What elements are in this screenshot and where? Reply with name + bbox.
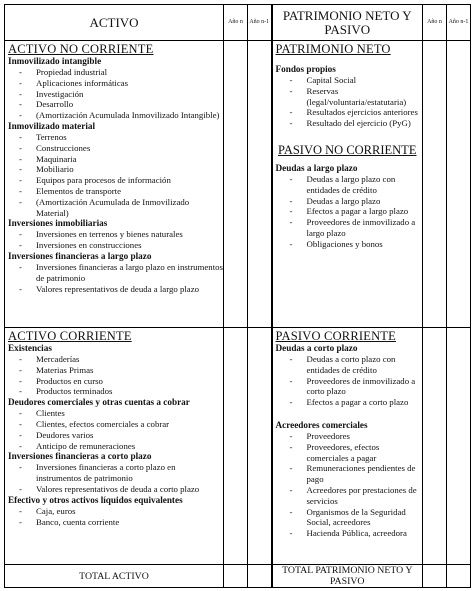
- account-list: [5, 229, 223, 251]
- account-list: [5, 462, 223, 494]
- amount-cell: [447, 328, 471, 565]
- total-amount-cell: [447, 565, 471, 588]
- account-item: - Organismos de la Seguridad Social, acreedores: [273, 507, 423, 529]
- account-item: - Valores representativos de deuda a corto plazo: [5, 484, 223, 495]
- activo-corriente-groups: [5, 343, 223, 527]
- account-item: - Valores representativos de deuda a largo plazo: [5, 284, 223, 295]
- group-title: Deudores comerciales y otras cuentas a cobrar: [8, 397, 190, 408]
- account-item: - Capital Social: [273, 75, 423, 86]
- account-item: - Elementos de transporte: [5, 186, 223, 197]
- account-item: - Inversiones en construcciones: [5, 240, 223, 251]
- amount-cell: [224, 41, 248, 328]
- account-item: - Deudores varios: [5, 430, 223, 441]
- group-title: Inversiones inmobiliarias: [8, 218, 108, 229]
- account-item: - Efectos a pagar a largo plazo: [273, 206, 423, 217]
- balance-sheet-table: [4, 4, 471, 588]
- group-title: Inmovilizado material: [8, 120, 96, 131]
- account-item: - Inversiones financieras a largo plazo en instrumentos de patrimonio: [5, 262, 223, 284]
- total-amount-cell: [423, 565, 447, 588]
- account-item: - Terrenos: [5, 132, 223, 143]
- group-title: Acreedores comerciales: [275, 419, 368, 430]
- account-item: - Proveedores: [273, 431, 423, 442]
- account-item: - Investigación: [5, 89, 223, 100]
- activo-header: ACTIVO: [5, 5, 224, 41]
- account-item: - (Amortización Acumulada de Inmovilizado Material): [5, 197, 223, 219]
- account-item: - Hacienda Pública, acreedora: [273, 528, 423, 539]
- account-list: [273, 431, 423, 539]
- account-item: - Obligaciones y bonos: [273, 239, 423, 250]
- account-list: [5, 506, 223, 528]
- group-title: Existencias: [8, 343, 52, 353]
- account-item: - Proveedores, efectos comerciales a pagar: [273, 442, 423, 464]
- account-item: - Proveedores de inmovilizado a largo plazo: [273, 217, 423, 239]
- pn-pasivo-header: PATRIMONIO NETO Y PASIVO: [272, 5, 423, 41]
- account-list: [273, 354, 423, 408]
- account-item: - Reservas (legal/voluntaria/estatutaria): [273, 86, 423, 108]
- account-list: [273, 75, 423, 129]
- account-list: [5, 67, 223, 121]
- account-item: - Caja, euros: [5, 506, 223, 517]
- amount-cell: [423, 41, 447, 328]
- account-item: - Construcciones: [5, 143, 223, 154]
- account-item: - Productos terminados: [5, 386, 223, 397]
- account-item: - (Amortización Acumulada Inmovilizado Intangible): [5, 110, 223, 121]
- account-item: - Proveedores de inmovilizado a corto plazo: [273, 376, 423, 398]
- account-item: - Resultados ejercicios anteriores: [273, 107, 423, 118]
- pn-pasivo-nc-cell: [272, 41, 423, 328]
- account-item: - Clientes: [5, 408, 223, 419]
- amount-cell: [224, 328, 248, 565]
- account-item: - Inversiones financieras a corto plazo en instrumentos de patrimonio: [5, 462, 223, 484]
- account-item: - Propiedad industrial: [5, 67, 223, 78]
- activo-year-n-header: Año n: [224, 5, 248, 41]
- total-pn-pasivo-label: TOTAL PATRIMONIO NETO Y PASIVO: [272, 565, 423, 588]
- account-list: [5, 408, 223, 451]
- account-list: [5, 132, 223, 218]
- total-activo-label: TOTAL ACTIVO: [5, 565, 224, 588]
- pasivo-corriente-groups: [273, 343, 423, 539]
- total-amount-cell: [224, 565, 248, 588]
- account-item: - Deudas a corto plazo con entidades de crédito: [273, 354, 423, 376]
- activo-no-corriente-cell: [5, 41, 224, 328]
- group-title: Inversiones financieras a corto plazo: [8, 451, 152, 462]
- account-list: [5, 262, 223, 294]
- account-list: [5, 354, 223, 397]
- group-title: Efectivo y otros activos líquidos equivalentes: [8, 494, 183, 505]
- account-item: - Mobiliario: [5, 164, 223, 175]
- account-item: - Deudas a largo plazo: [273, 196, 423, 207]
- account-item: - Anticipo de remuneraciones: [5, 441, 223, 452]
- account-item: - Efectos a pagar a corto plazo: [273, 397, 423, 408]
- account-item: - Resultado del ejercicio (PyG): [273, 118, 423, 129]
- activo-no-corriente-title: ACTIVO NO CORRIENTE: [8, 42, 154, 56]
- account-item: - Clientes, efectos comerciales a cobrar: [5, 419, 223, 430]
- amount-cell: [447, 41, 471, 328]
- patrimonio-neto-title: PATRIMONIO NETO: [275, 42, 391, 56]
- account-item: - Banco, cuenta corriente: [5, 517, 223, 528]
- account-item: - Aplicaciones informáticas: [5, 78, 223, 89]
- account-item: - Desarrollo: [5, 99, 223, 110]
- account-item: - Equipos para procesos de información: [5, 175, 223, 186]
- pasivo-no-corriente-title: PASIVO NO CORRIENTE: [278, 142, 417, 157]
- pasivo-year-n-header: Año n: [423, 5, 447, 41]
- account-item: - Remuneraciones pendientes de pago: [273, 463, 423, 485]
- account-item: - Productos en curso: [5, 376, 223, 387]
- account-item: - Deudas a largo plazo con entidades de crédito: [273, 174, 423, 196]
- group-title: Fondos propios: [275, 64, 336, 74]
- group-title: Deudas a largo plazo: [275, 162, 358, 173]
- activo-no-corriente-groups: [5, 56, 223, 294]
- account-item: - Acreedores por prestaciones de servicios: [273, 485, 423, 507]
- amount-cell: [248, 328, 272, 565]
- account-item: - Inversiones en terrenos y bienes naturales: [5, 229, 223, 240]
- account-item: - Maquinaria: [5, 154, 223, 165]
- group-title: Deudas a corto plazo: [275, 343, 358, 353]
- patrimonio-neto-groups: [273, 64, 423, 129]
- pasivo-corriente-cell: [272, 328, 423, 565]
- amount-cell: [248, 41, 272, 328]
- activo-year-n1-header: Año n-1: [248, 5, 272, 41]
- activo-corriente-title: ACTIVO CORRIENTE: [8, 329, 132, 343]
- pasivo-no-corriente-groups: [273, 163, 423, 250]
- amount-cell: [423, 328, 447, 565]
- pasivo-year-n1-header: Año n-1: [447, 5, 471, 41]
- account-item: - Mercaderías: [5, 354, 223, 365]
- group-title: Inversiones financieras a largo plazo: [8, 250, 152, 261]
- pasivo-corriente-title: PASIVO CORRIENTE: [275, 329, 396, 343]
- activo-corriente-cell: [5, 328, 224, 565]
- account-item: - Materias Primas: [5, 365, 223, 376]
- total-amount-cell: [248, 565, 272, 588]
- account-list: [273, 174, 423, 250]
- group-title: Inmovilizado intangible: [8, 56, 102, 66]
